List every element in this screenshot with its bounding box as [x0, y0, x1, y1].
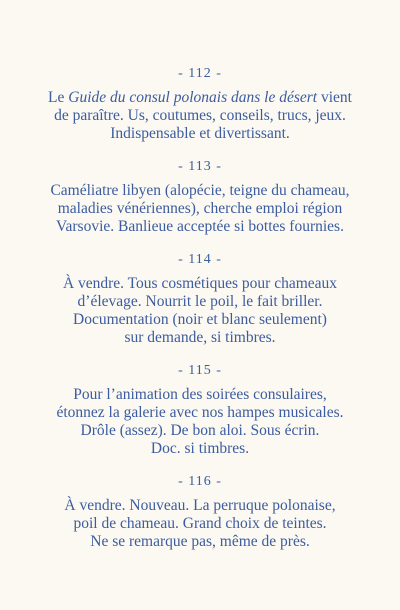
entry-line: Doc. si timbres. [150, 440, 250, 457]
entry-line: Pour l’animation des soirées consulaires, [73, 386, 327, 403]
entry-line: Ne se remarque pas, même de près. [90, 533, 310, 550]
entry-116 [0, 474, 400, 551]
entry-line: Caméliatre libyen (alopécie, teigne du chameau, [50, 182, 350, 199]
entry-number: - 112 - [178, 66, 222, 81]
book-title: Guide du consul polonais dans le désert [68, 89, 318, 106]
entry-number: - 115 - [178, 363, 222, 378]
page-content [0, 66, 400, 567]
entry-line: Varsovie. Banlieue acceptée si bottes fournies. [56, 218, 344, 235]
entry-number: - 113 - [178, 159, 222, 174]
entry-line: poil de chameau. Grand choix de teintes. [73, 515, 327, 532]
entry-line: Drôle (assez). De bon aloi. Sous écrin. [80, 422, 320, 439]
entry-114 [0, 252, 400, 347]
entry-line: de paraître. Us, coutumes, conseils, trucs, jeux. [54, 107, 346, 124]
entry-line: maladies vénériennes), cherche emploi région [57, 200, 343, 217]
entry-line: étonnez la galerie avec nos hampes musicales. [56, 404, 344, 421]
entry-113 [0, 159, 400, 236]
entry-115 [0, 363, 400, 458]
entry-line: sur demande, si timbres. [124, 329, 276, 346]
entry-number: - 116 - [178, 474, 222, 489]
entry-line: Le Guide du consul polonais dans le désert vient [48, 89, 352, 106]
entry-line: À vendre. Nouveau. La perruque polonaise, [64, 497, 336, 514]
entry-line: Indispensable et divertissant. [110, 125, 290, 142]
entry-number: - 114 - [178, 252, 222, 267]
entry-line: À vendre. Tous cosmétiques pour chameaux [62, 275, 338, 292]
entry-112 [0, 66, 400, 143]
entry-line: d’élevage. Nourrit le poil, le fait briller. [77, 293, 323, 310]
entry-line: Documentation (noir et blanc seulement) [73, 311, 327, 328]
